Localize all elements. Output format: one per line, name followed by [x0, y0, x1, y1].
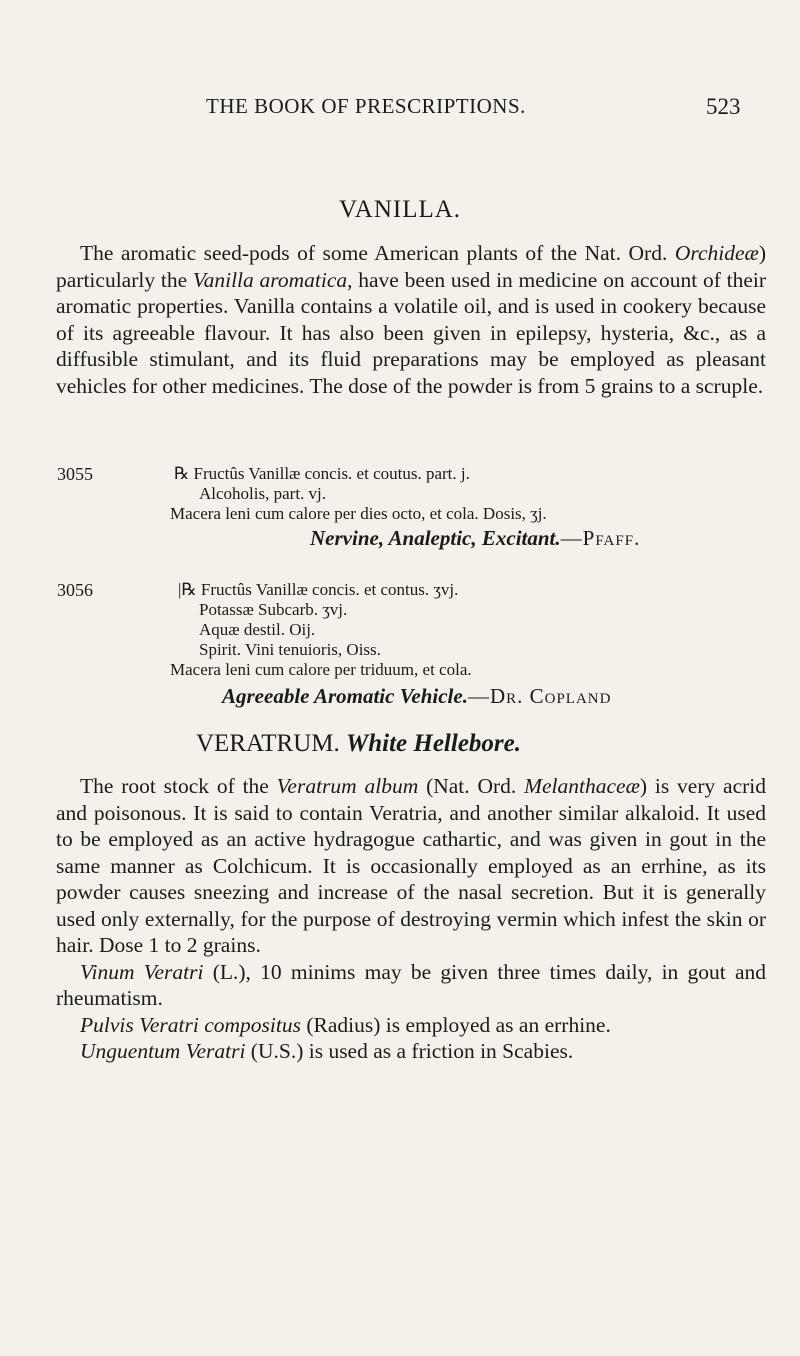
prescription-line: Alcoholis, part. vj. [199, 484, 327, 503]
vanilla-paragraph: The aromatic seed-pods of some American plants of the Nat. Ord. Orchideæ) particularly the Vanilla aromatica, have been used in medicine on account of their aromatic properties. Vanilla contains a volatile oil, and is used in cookery because of its agreeable flavour. It has also been given in epilepsy, hysteria, &c., as a diffusible stimulant, and its fluid preparations may be employed as pleasant vehicles for other medicines. The dose of the powder is from 5 grains to a scruple. [56, 241, 767, 398]
veratrum-body [56, 773, 766, 1065]
veratrum-subheading: White Hellebore. [346, 730, 521, 757]
prescription-attribution: Agreeable Aromatic Vehicle.—Dr. Copland [222, 684, 612, 708]
running-head [0, 94, 800, 126]
veratrum-heading: VERATRUM. White Hellebore. [196, 730, 521, 757]
veratrum-paragraph: Vinum Veratri (L.), 10 minims may be given three times daily, in gout and rheumatism. [56, 959, 767, 1010]
prescription-number: 3055 [57, 464, 93, 484]
prescription-line: Aquæ destil. Oij. [199, 620, 316, 639]
prescription-line: Potassæ Subcarb. ʒvj. [199, 600, 348, 619]
prescription-line: |℞ Fructûs Vanillæ concis. et contus. ʒvj. [178, 580, 459, 599]
vanilla-heading: VANILLA. [338, 196, 462, 223]
prescription-attribution: Nervine, Analeptic, Excitant.—Pfaff. [310, 526, 641, 550]
veratrum-paragraph: Pulvis Veratri compositus (Radius) is employed as an errhine. [80, 1012, 611, 1037]
prescription-number: 3056 [57, 580, 93, 600]
prescription-line: ℞ Fructûs Vanillæ concis. et coutus. part. j. [174, 464, 470, 483]
page-number: 523 [706, 94, 741, 119]
prescription-line: Macera leni cum calore per dies octo, et cola. Dosis, ʒj. [170, 504, 547, 523]
veratrum-paragraph: Unguentum Veratri (U.S.) is used as a friction in Scabies. [80, 1039, 574, 1063]
prescription-line: Macera leni cum calore per triduum, et cola. [170, 660, 472, 679]
prescription-line: Spirit. Vini tenuioris, Oiss. [199, 640, 381, 659]
veratrum-paragraph: The root stock of the Veratrum album (Nat. Ord. Melanthaceæ) is very acrid and poisonous. It is said to contain Veratria, and another similar alkaloid. It used to be employed as an active hydragogue cathartic, and was given in gout in the same manner as Colchicum. It is occasionally employed as an errhine, as its powder causes sneezing and increase of the nasal secretion. But it is generally used only externally, for the purpose of destroying vermin which infest the skin or hair. Dose 1 to 2 grains. [56, 774, 767, 957]
running-head-title: THE BOOK OF PRESCRIPTIONS. [206, 94, 526, 118]
